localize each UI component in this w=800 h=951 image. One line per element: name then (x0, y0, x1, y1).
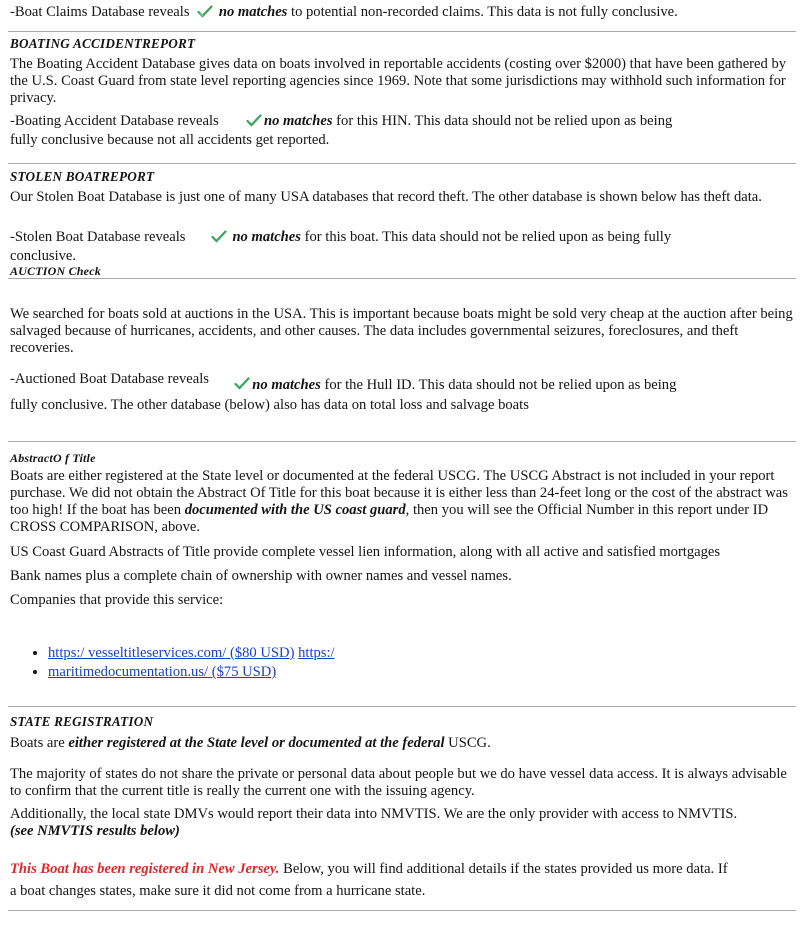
auction-result-line (10, 371, 794, 393)
provider-link-list (10, 645, 794, 683)
abstract-para-1-c: , then you will see the Official Number in this report under ID CROSS COMPARISON, above. (10, 502, 769, 535)
no-matches-text: no matches (252, 377, 321, 393)
stolen-result-line (10, 229, 794, 246)
accident-body: The Boating Accident Database gives data on boats involved in reportable accidents (costing over $2000) that have been gathered by the U.S. Coast Guard from state level reporting agencies since 1969. Note that some jurisdictions may withhold such information for privacy. (10, 56, 787, 106)
state-para-4 (10, 861, 794, 878)
list-item (48, 664, 794, 681)
auction-heading: AUCTION Check (10, 264, 101, 278)
auction-label: -Auctioned Boat Database reveals (10, 371, 209, 387)
no-matches-text: no matches (264, 113, 333, 129)
accident-rest-line2: fully conclusive because not all accidents get reported. (10, 132, 330, 148)
claims-rest-text: to potential non-recorded claims. This data is not fully conclusive. (291, 4, 678, 20)
check-icon (211, 230, 227, 243)
auction-rest-line2: fully conclusive. The other database (below) also has data on total loss and salvage boats (10, 397, 529, 413)
check-icon (234, 377, 250, 390)
state-heading: STATE REGISTRATION (10, 714, 154, 729)
list-item (48, 645, 794, 662)
state-para-1 (10, 735, 794, 752)
abstract-para-1 (10, 468, 794, 536)
abstract-heading: AbstractO f Title (10, 451, 96, 465)
claims-result-line (10, 4, 794, 21)
auction-body: We searched for boats sold at auctions in the USA. This is important because boats might be sold very cheap at the auction after being salvaged because of hurricanes, accidents, and other causes. The data includes governmental seizures, foreclosures, and theft recoveries. (10, 306, 793, 356)
abstract-para-1-a: Boats are either registered at the State level or documented at the federal USCG. The USCG Abstract is not included in your report purchase. We did not obtain the Abstract Of Title for this boat because it is either less than 24-feet long or the cost of the abstract was too high! If the boat has been (10, 468, 788, 518)
vessel-title-services-link[interactable]: https:/ vesseltitleservices.com/ ($80 USD) (48, 645, 295, 661)
https-link[interactable]: https:/ (298, 645, 335, 661)
accident-label: -Boating Accident Database reveals (10, 113, 219, 129)
stolen-label: -Stolen Boat Database reveals (10, 229, 186, 245)
divider (8, 910, 796, 911)
check-icon (246, 114, 262, 127)
abstract-para-3: Bank names plus a complete chain of ownership with owner names and vessel names. (10, 568, 512, 584)
abstract-para-1-emphasis: documented with the US coast guard (184, 502, 406, 518)
state-para-1-emphasis: either registered at the State level or documented at the federal (68, 735, 445, 751)
state-para-4-line2: a boat changes states, make sure it did not come from a hurricane state. (10, 883, 426, 899)
accident-result-line (10, 113, 794, 130)
state-para-1-c: USCG. (448, 735, 491, 751)
stolen-body: Our Stolen Boat Database is just one of many USA databases that record theft. The other database is shown below has theft data. (10, 189, 762, 205)
accident-heading: BOATING ACCIDENTREPORT (10, 36, 196, 51)
abstract-para-2: US Coast Guard Abstracts of Title provide complete vessel lien information, along with all active and satisfied mortgages (10, 544, 721, 560)
registered-state-notice: This Boat has been registered in New Jersey. (10, 861, 280, 877)
state-para-3: Additionally, the local state DMVs would report their data into NMVTIS. We are the only provider with access to NMVTIS. (10, 806, 738, 822)
divider (8, 163, 796, 164)
claims-label: -Boat Claims Database reveals (10, 4, 190, 20)
maritime-documentation-link[interactable]: maritimedocumentation.us/ ($75 USD) (48, 664, 277, 680)
divider (8, 278, 796, 279)
state-para-1-a: Boats are (10, 735, 65, 751)
state-para-2: The majority of states do not share the private or personal data about people but we do have vessel data access. It is always advisable to confirm that the current title is really the current one with the issuing agency. (10, 766, 787, 799)
divider (8, 706, 796, 707)
check-icon (197, 5, 213, 18)
accident-rest-text: for this HIN. This data should not be relied upon as being (336, 113, 673, 129)
no-matches-text: no matches (232, 229, 301, 245)
auction-rest-text: for the Hull ID. This data should not be relied upon as being (324, 377, 677, 393)
divider (8, 441, 796, 442)
state-para-4-rest: Below, you will find additional details if the states provided us more data. If (283, 861, 728, 877)
state-nmvtis-note: (see NMVTIS results below) (10, 823, 180, 839)
stolen-rest-line2: conclusive. (10, 248, 77, 264)
no-matches-text: no matches (218, 4, 288, 20)
abstract-para-4: Companies that provide this service: (10, 592, 224, 608)
stolen-heading: STOLEN BOATREPORT (10, 169, 155, 184)
stolen-rest-text: for this boat. This data should not be relied upon as being fully (304, 229, 672, 245)
divider (8, 31, 796, 32)
